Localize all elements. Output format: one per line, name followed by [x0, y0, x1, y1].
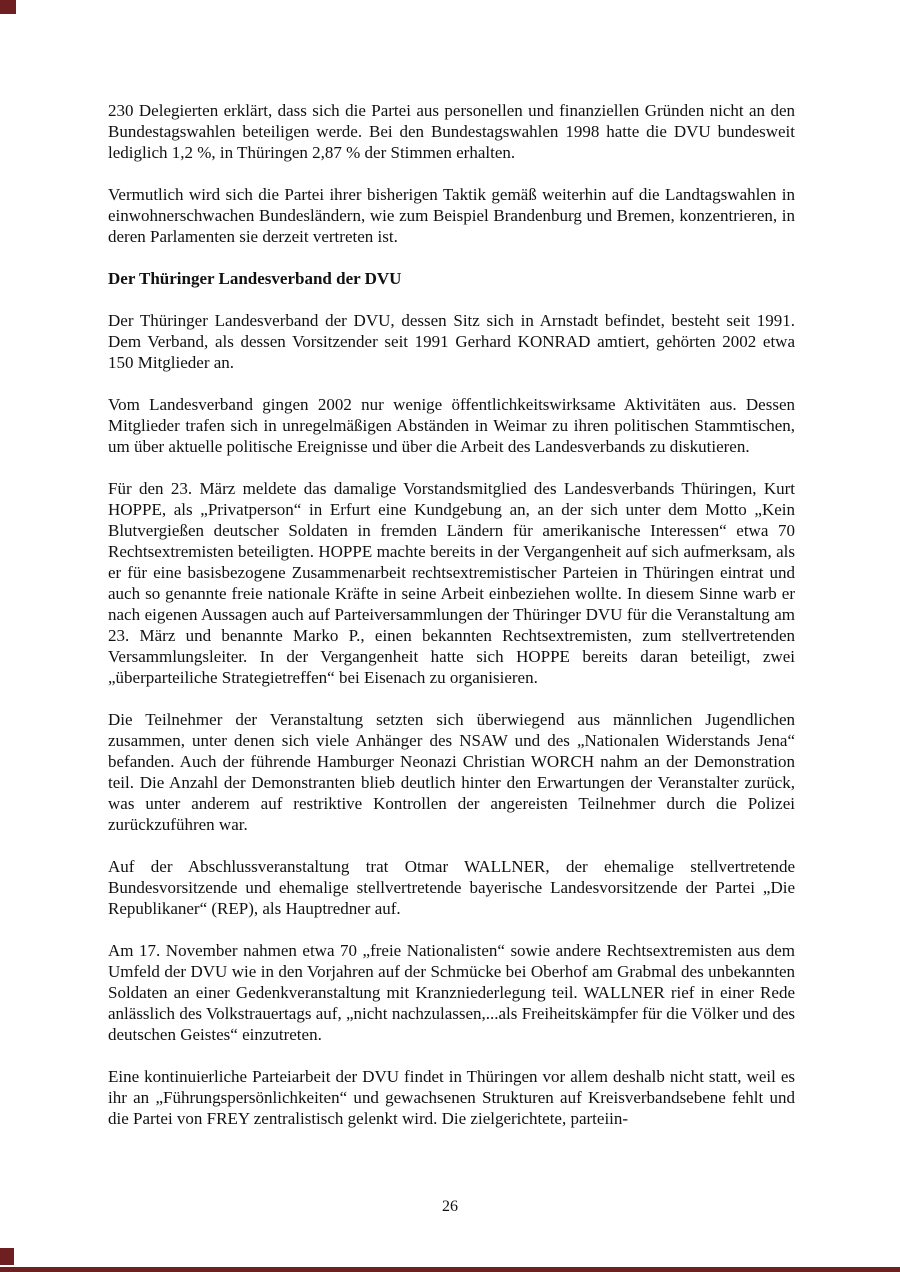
- page-footer: [0, 1198, 900, 1216]
- paragraph: Der Thüringer Landesverband der DVU, dessen Sitz sich in Arnstadt befindet, besteht seit 1991. Dem Verband, als dessen Vorsitzender seit 1991 Gerhard KONRAD amtiert, gehörten 2002 etwa 150 Mitglieder an.: [108, 311, 795, 372]
- paragraph: Eine kontinuierliche Parteiarbeit der DVU findet in Thüringen vor allem deshalb nicht statt, weil es ihr an „Führungspersönlichkeiten“ und gewachsenen Strukturen auf Kreisverbandsebene fehlt und die Partei von FREY zentralistisch gelenkt wird. Die zielgerichtete, parteiin-: [108, 1067, 795, 1128]
- page-content: [108, 100, 795, 1150]
- scan-artifact-top-left: [0, 0, 16, 14]
- paragraph: Vermutlich wird sich die Partei ihrer bisherigen Taktik gemäß weiterhin auf die Landtagswahlen in einwohnerschwachen Bundesländern, wie zum Beispiel Brandenburg und Bremen, konzentrieren, in deren Parlamenten sie derzeit vertreten ist.: [108, 185, 795, 246]
- paragraph: Vom Landesverband gingen 2002 nur wenige öffentlichkeitswirksame Aktivitäten aus. Dessen Mitglieder trafen sich in unregelmäßigen Abständen in Weimar zu ihren politischen Stammtischen, um über aktuelle politische Ereignisse und über die Arbeit des Landesverbands zu diskutieren.: [108, 395, 795, 456]
- scan-artifact-bottom-edge: [0, 1267, 900, 1272]
- scan-artifact-bottom-left: [0, 1248, 14, 1265]
- paragraph: Für den 23. März meldete das damalige Vorstandsmitglied des Landesverbands Thüringen, Kurt HOPPE, als „Privatperson“ in Erfurt eine Kundgebung an, an der sich unter dem Motto „Kein Blutvergießen deutscher Soldaten in fremden Ländern für amerikanische Interessen“ etwa 70 Rechtsextremisten beteiligten. HOPPE machte bereits in der Vergangenheit auf sich aufmerksam, als er für eine basisbezogene Zusammenarbeit rechtsextremistischer Parteien in Thüringen eintrat und auch so genannte freie nationale Kräfte in seine Arbeit einbeziehen wollte. In diesem Sinne warb er nach eigenen Aussagen auch auf Parteiversammlungen der Thüringer DVU für die Veranstaltung am 23. März und benannte Marko P., einen bekannten Rechtsextremisten, zum stellvertretenden Versammlungsleiter. In der Vergangenheit hatte sich HOPPE bereits daran beteiligt, zwei „überparteiliche Strategietreffen“ bei Eisenach zu organisieren.: [108, 479, 795, 687]
- paragraph: Die Teilnehmer der Veranstaltung setzten sich überwiegend aus männlichen Jugendlichen zusammen, unter denen sich viele Anhänger des NSAW und des „Nationalen Widerstands Jena“ befanden. Auch der führende Hamburger Neonazi Christian WORCH nahm an der Demonstration teil. Die Anzahl der Demonstranten blieb deutlich hinter den Erwartungen der Veranstalter zurück, was unter anderem auf restriktive Kontrollen der angereisten Teilnehmer durch die Polizei zurückzuführen war.: [108, 710, 795, 834]
- paragraph: Auf der Abschlussveranstaltung trat Otmar WALLNER, der ehemalige stellvertretende Bundesvorsitzende und ehemalige stellvertretende bayerische Landesvorsitzende der Partei „Die Republikaner“ (REP), als Hauptredner auf.: [108, 857, 795, 918]
- paragraph: 230 Delegierten erklärt, dass sich die Partei aus personellen und finanziellen Gründen nicht an den Bundestagswahlen beteiligen werde. Bei den Bundestagswahlen 1998 hatte die DVU bundesweit lediglich 1,2 %, in Thüringen 2,87 % der Stimmen erhalten.: [108, 101, 795, 162]
- paragraph: Am 17. November nahmen etwa 70 „freie Nationalisten“ sowie andere Rechtsextremisten aus dem Umfeld der DVU wie in den Vorjahren auf der Schmücke bei Oberhof am Grabmal des unbekannten Soldaten an einer Gedenkveranstaltung mit Kranzniederlegung teil. WALLNER rief in einer Rede anlässlich des Volkstrauertags auf, „nicht nachzulassen,...als Freiheitskämpfer für die Völker und des deutschen Geistes“ einzutreten.: [108, 941, 795, 1044]
- section-heading: Der Thüringer Landesverband der DVU: [108, 269, 402, 288]
- page-number: 26: [442, 1198, 458, 1215]
